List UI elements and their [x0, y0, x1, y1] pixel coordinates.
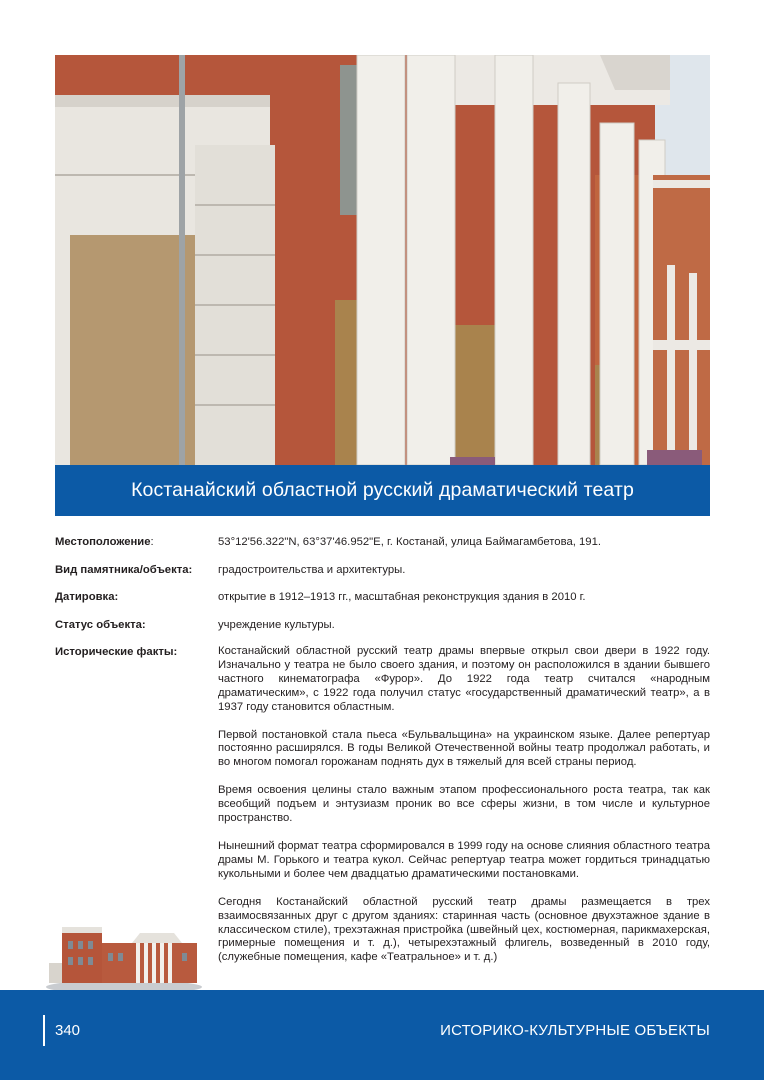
status-value: учреждение культуры.	[218, 619, 335, 631]
monument-type-label: Вид памятника/объекта:	[55, 564, 193, 576]
page-title: Костанайский областной русский драматический театр	[131, 479, 634, 501]
dating-label: Датировка:	[55, 591, 119, 603]
dating-value: открытие в 1912–1913 гг., масштабная реконструкция здания в 2010 г.	[218, 591, 586, 603]
fact-paragraph: Костанайский областной русский театр драмы впервые открыл свои двери в 1922 году. Изначально у театра не было своего здания, и поэтому он расположился в здании бывшего частного кинематографа «Фурор». До 1922 года театр считался «народным драматическим», с 1922 года получил статус «государственный драматический театр», а в 1937 году становится областным.	[218, 645, 710, 713]
section-title: ИСТОРИКО-КУЛЬТУРНЫЕ ОБЪЕКТЫ	[440, 1022, 710, 1039]
location-label: Местоположение:	[55, 536, 154, 548]
theatre-facade-photo	[55, 55, 710, 465]
page-footer	[0, 990, 764, 1080]
status-label: Статус объекта:	[55, 619, 146, 631]
footer-divider	[43, 1015, 45, 1046]
fact-paragraph: Первой постановкой стала пьеса «Бульвальщина» на украинском языке. Далее репертуар постоянно расширялся. В годы Великой Отечественной войны театр продолжал работать, и во многом помогал горожанам поднять дух в тяжелый для всей страны период.	[218, 728, 710, 769]
fact-paragraph: Нынешний формат театра сформировался в 1999 году на основе слияния областного театра драмы М. Горького и театра кукол. Сейчас репертуар театра может гордиться тринадцатью кукольными и более чем двадцатью драматическими постановками.	[218, 839, 710, 880]
monument-type-value: градостроительства и архитектуры.	[218, 564, 406, 576]
fact-paragraph: Сегодня Костанайский областной русский театр драмы размещается в трех взаимосвязанных друг с другом зданиях: старинная часть (основное двухэтажное здание в классическом стиле), трехэтажная пристройка (швейный цех, костюмерная, парикмахерская, гримерные помещения и т. д.), четырехэтажный флигель, возведенный в 2010 году, (служебные помещения, кафе «Театральное» и т. д.)	[218, 895, 710, 964]
historical-facts	[218, 645, 710, 979]
page-number: 340	[55, 1022, 81, 1039]
title-band	[55, 465, 710, 516]
location-value: 53°12'56.322"N, 63°37'46.952"E, г. Костанай, улица Баймагамбетова, 191.	[218, 536, 602, 548]
theatre-building-illustration	[44, 913, 204, 995]
facts-label: Исторические факты:	[55, 646, 178, 658]
fact-paragraph: Время освоения целины стало важным этапом профессионального роста театра, так как всеобщий подъем и энтузиазм проник во все сферы жизни, в том числе и культурное пространство.	[218, 784, 710, 825]
